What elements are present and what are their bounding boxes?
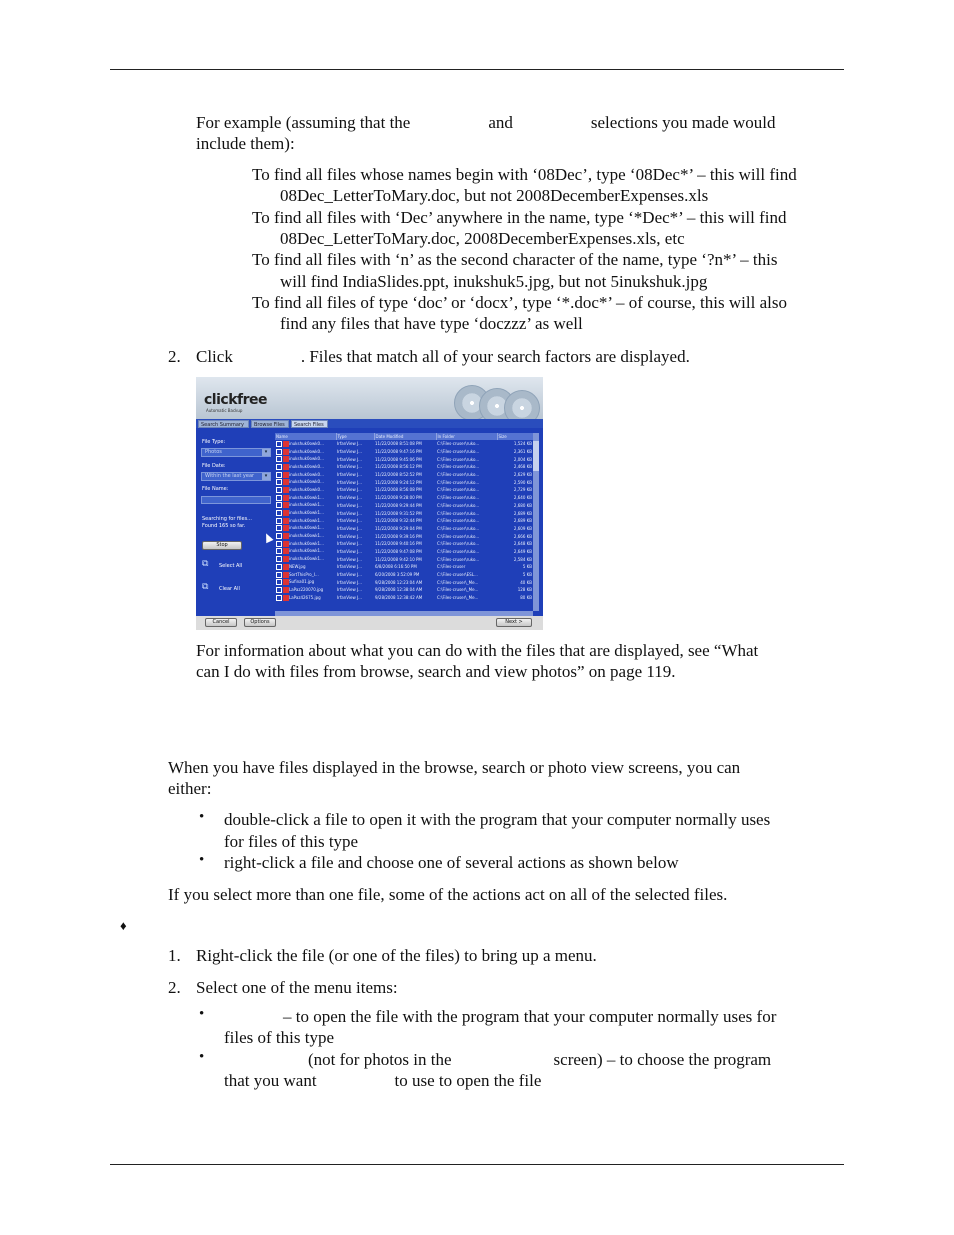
table-cell (275, 478, 336, 486)
step-2b-text: Select one of the menu items: (196, 978, 398, 997)
file-date-select[interactable] (201, 472, 271, 481)
menu-bullet-2-line-1 (308, 1049, 771, 1070)
checkbox-icon[interactable] (276, 487, 282, 493)
table-cell: 2,648 KB (513, 541, 532, 547)
table-cell: 6/8/2008 6:16:50 PM (375, 564, 417, 570)
bullet-dot: • (199, 1049, 205, 1065)
checkbox-icon[interactable] (276, 495, 282, 501)
table-cell: IrfanView J... (337, 449, 362, 455)
table-cell: 40 KB (520, 579, 532, 585)
chevron-down-icon: ▾ (262, 473, 270, 480)
bullet2-line-1: right-click a file and choose one of several actions as shown below (224, 853, 679, 872)
table-cell: C:\Files-cruser\ruko... (437, 441, 480, 447)
table-row[interactable] (275, 517, 533, 525)
table-row[interactable] (275, 548, 533, 556)
checkbox-icon[interactable] (276, 510, 282, 516)
table-cell: IrfanView J... (337, 541, 362, 547)
table-body (275, 440, 533, 601)
select-all-label[interactable]: Select All (219, 563, 243, 569)
checkbox-icon[interactable] (276, 556, 282, 562)
checkbox-icon[interactable] (276, 579, 282, 585)
table-cell: IrfanView J... (337, 495, 362, 501)
file-name: inukshuk0owk0... (289, 456, 324, 462)
table-cell: 5 KB (522, 564, 532, 570)
table-cell: 11/22/2008 9:40:16 PM (375, 541, 422, 547)
column-header[interactable]: Name (275, 433, 336, 440)
table-row[interactable] (275, 563, 533, 571)
table-cell: 2,584 KB (513, 556, 532, 562)
table-cell: IrfanView J... (337, 572, 362, 578)
table-cell: 2,649 KB (513, 548, 532, 554)
table-cell: 11/22/2008 9:32:44 PM (375, 518, 422, 524)
table-row[interactable] (275, 494, 533, 502)
status-line-1: Searching for files... (202, 516, 252, 522)
table-cell: 2,004 KB (513, 456, 532, 462)
table-cell: C:\Files-cruser\ruko... (437, 510, 480, 516)
para2: If you select more than one file, some of the actions act on all of the selected files. (168, 885, 728, 904)
table-row[interactable] (275, 525, 533, 533)
file-name-input[interactable] (201, 496, 271, 504)
column-header[interactable]: In Folder (436, 433, 497, 440)
checkbox-icon[interactable] (276, 472, 282, 478)
table-cell: IrfanView J... (337, 472, 362, 478)
table-row[interactable] (275, 502, 533, 510)
example-2-line-1: To find all files with ‘Dec’ anywhere in the name, type ‘*Dec*’ – this will find (252, 208, 787, 227)
column-header[interactable]: Date Modified (374, 433, 436, 440)
checkbox-icon[interactable] (276, 541, 282, 547)
app-footer (196, 616, 543, 630)
table-cell: C:\Files-cruser\ruko... (437, 472, 480, 478)
table-cell: 11/22/2008 9:42:10 PM (375, 556, 422, 562)
table-cell: IrfanView J... (337, 556, 362, 562)
table-cell: 9/28/2008 12:38:04 AM (375, 587, 423, 593)
para1-line-2: either: (168, 779, 212, 798)
table-cell: 11/22/2008 9:29:44 PM (375, 502, 422, 508)
header-rule (110, 69, 844, 70)
file-date-label: File Date: (202, 463, 226, 469)
table-cell: 9/28/2008 12:23:04 AM (375, 579, 423, 585)
table-row[interactable] (275, 532, 533, 540)
menu-bullet-2-l2a: that you want (224, 1071, 317, 1090)
table-cell (275, 525, 336, 533)
table-cell: 2,689 KB (513, 518, 532, 524)
example-1-line-1: To find all files whose names begin with ‘08Dec’, type ‘08Dec*’ – this will find (252, 165, 797, 184)
para1-line-1: When you have files displayed in the browse, search or photo view screens, you can (168, 758, 741, 777)
table-cell (275, 540, 336, 548)
file-name: LaPaz42675.jpg (289, 594, 321, 600)
clear-all-icon[interactable]: ⧉ (202, 582, 209, 592)
table-cell: 80 KB (520, 595, 532, 601)
file-name: inukshuk0owk1... (289, 533, 324, 539)
table-cell: 11/22/2008 9:29:04 PM (375, 525, 422, 531)
table-cell (275, 586, 336, 594)
table-row[interactable] (275, 448, 533, 456)
table-cell: C:\Files-cruser\ruko... (437, 495, 480, 501)
example-3-line-1: To find all files with ‘n’ as the second character of the name, type ‘?n*’ – this (252, 250, 778, 269)
step-1-number: 1. (168, 946, 181, 965)
bullet-dot: • (199, 852, 205, 868)
table-cell: C:\Files-cruser\ruko... (437, 502, 480, 508)
footer-rule (110, 1164, 844, 1165)
checkbox-icon[interactable] (276, 441, 282, 447)
app-header (196, 377, 543, 419)
table-cell: 9/28/2008 12:38:42 AM (375, 595, 423, 601)
table-row[interactable] (275, 478, 533, 486)
table-cell: C:\Files-cruser\ruko... (437, 525, 480, 531)
tab-search-files[interactable]: Search Files (291, 420, 328, 428)
table-cell (275, 440, 336, 448)
table-cell: C:\Files-cruser\ruko... (437, 479, 480, 485)
checkbox-icon[interactable] (276, 502, 282, 508)
menu-bullet-2-line-2 (224, 1070, 541, 1091)
table-cell: 2,689 KB (513, 510, 532, 516)
bullet1-line-1: double-click a file to open it with the program that your computer normally uses (224, 810, 771, 829)
tab-search-summary[interactable]: Search Summary (198, 420, 249, 428)
options-button[interactable]: Options (244, 618, 276, 627)
table-cell: IrfanView J... (337, 533, 362, 539)
file-name: inukshuk0owk1... (289, 556, 324, 562)
table-row[interactable] (275, 594, 533, 602)
table-cell (275, 571, 336, 579)
table-cell (275, 563, 336, 571)
checkbox-icon[interactable] (276, 456, 282, 462)
file-name: inukshuk0owk0... (289, 486, 324, 492)
step-2-number: 2. (168, 347, 181, 366)
example-3-line-2: will find IndiaSlides.ppt, inukshuk5.jpg, but not 5inukshuk.jpg (280, 272, 708, 291)
file-name: NEW.jpg (289, 563, 306, 569)
table-cell: 11/22/2008 9:45:06 PM (375, 456, 422, 462)
file-type-value: Photos (205, 449, 222, 455)
table-cell: 2,640 KB (513, 495, 532, 501)
table-cell: C:\Files-cruser\ruko... (437, 548, 480, 554)
checkbox-icon[interactable] (276, 449, 282, 455)
clickfree-search-screenshot (196, 377, 543, 630)
table-cell: C:\Files-cruser\ruko... (437, 518, 480, 524)
table-cell: 2,609 KB (513, 525, 532, 531)
table-cell: IrfanView J... (337, 518, 362, 524)
step-1-text: Right-click the file (or one of the files) to bring up a menu. (196, 946, 597, 965)
table-cell: 2,590 KB (513, 479, 532, 485)
checkbox-icon[interactable] (276, 479, 282, 485)
table-row[interactable] (275, 578, 533, 586)
column-header[interactable]: Size (497, 433, 533, 440)
table-cell (275, 502, 336, 510)
file-name: inukshuk0owk1... (289, 510, 324, 516)
chevron-down-icon: ▾ (262, 449, 270, 456)
table-cell: 2,629 KB (513, 472, 532, 478)
table-cell: C:\Files-cruser\ruko... (437, 464, 480, 470)
table-cell: 11/22/2008 8:51:08 PM (375, 441, 422, 447)
table-cell: IrfanView J... (337, 579, 362, 585)
tab-browse-files[interactable]: Browse Files (251, 420, 289, 428)
table-cell: 11/22/2008 8:56:08 PM (375, 487, 422, 493)
table-cell: 11/22/2008 8:52:52 PM (375, 472, 422, 478)
table-cell: 2,468 KB (513, 464, 532, 470)
table-cell (275, 463, 336, 471)
checkbox-icon[interactable] (276, 595, 282, 601)
step-2-click: Click (196, 347, 233, 366)
next-button[interactable]: Next > (496, 618, 532, 627)
table-row[interactable] (275, 540, 533, 548)
table-cell (275, 448, 336, 456)
info-line-2: can I do with files from browse, search and view photos” on page 119. (196, 662, 676, 681)
bullet-dot: • (199, 1006, 205, 1022)
menu-bullet-2-a: (not for photos in the (308, 1050, 452, 1069)
table-row[interactable] (275, 440, 533, 448)
clickfree-logo: clickfree (204, 392, 267, 408)
table-cell: 11/22/2008 9:31:52 PM (375, 510, 422, 516)
file-name: inukshuk0owk0... (289, 448, 324, 454)
stop-button[interactable]: Stop (202, 541, 242, 550)
file-name: inukshuk0owk0... (289, 479, 324, 485)
step-2-rest: . Files that match all of your search factors are displayed. (300, 347, 690, 366)
table-cell: C:\Files-cruser\ESL... (437, 572, 478, 578)
menu-bullet-2-l2b: to use to open the file (394, 1071, 542, 1090)
menu-bullet-1-line-1: – to open the file with the program that your computer normally uses for (283, 1007, 777, 1026)
info-line-1: For information about what you can do with the files that are displayed, see “What (196, 641, 759, 660)
table-cell (275, 455, 336, 463)
select-all-icon[interactable]: ⧉ (202, 559, 209, 569)
table-row[interactable] (275, 471, 533, 479)
table-cell: 2,666 KB (513, 533, 532, 539)
table-row[interactable] (275, 455, 533, 463)
table-cell (275, 578, 336, 586)
table-cell: IrfanView J... (337, 525, 362, 531)
table-cell (275, 594, 336, 602)
table-cell: C:\Files-cruser\ruko... (437, 556, 480, 562)
results-table (275, 433, 534, 601)
table-cell: IrfanView J... (337, 548, 362, 554)
file-type-label: File Type: (202, 439, 226, 445)
table-cell: 2,729 KB (513, 487, 532, 493)
checkbox-icon[interactable] (276, 533, 282, 539)
file-name: inukshuk0owk0... (289, 471, 324, 477)
tab-bar (196, 419, 543, 428)
table-cell: IrfanView J... (337, 456, 362, 462)
table-cell: 5 KB (522, 572, 532, 578)
checkbox-icon[interactable] (276, 518, 282, 524)
table-cell: IrfanView J... (337, 510, 362, 516)
table-cell: IrfanView J... (337, 564, 362, 570)
table-cell (275, 548, 336, 556)
table-cell: 1,524 KB (513, 441, 532, 447)
table-cell (275, 471, 336, 479)
scrollbar-thumb[interactable] (533, 441, 539, 471)
checkbox-icon[interactable] (276, 525, 282, 531)
intro-line-1 (196, 112, 776, 133)
file-name: inukshuk0owk1... (289, 548, 324, 554)
table-cell: IrfanView J... (337, 502, 362, 508)
example-1-line-2: 08Dec_LetterToMary.doc, but not 2008DecemberExpenses.xls (280, 186, 709, 205)
file-date-value: Within the last year (205, 473, 255, 479)
column-header[interactable]: Type (336, 433, 374, 440)
intro-text-a: For example (assuming that the (196, 113, 411, 132)
table-cell (275, 494, 336, 502)
file-name-label: File Name: (202, 486, 229, 492)
table-row[interactable] (275, 463, 533, 471)
table-cell: IrfanView J... (337, 587, 362, 593)
checkbox-icon[interactable] (276, 548, 282, 554)
file-name: inukshuk0owk1... (289, 494, 324, 500)
table-cell: C:\Files-cruser\ruko... (437, 487, 480, 493)
table-row[interactable] (275, 586, 533, 594)
diamond-bullet-icon: ♦ (120, 918, 127, 933)
table-row[interactable] (275, 571, 533, 579)
table-cell: IrfanView J... (337, 441, 362, 447)
intro-line-2: include them): (196, 134, 295, 153)
table-cell: C:\Files-cruser\_Me... (437, 587, 479, 593)
example-4-line-1: To find all files of type ‘doc’ or ‘docx’, type ‘*.doc*’ – of course, this will also (252, 293, 787, 312)
table-cell (275, 532, 336, 540)
example-4-line-2: find any files that have type ‘doczzz’ as well (280, 314, 583, 333)
table-cell: C:\Files-cruser\ruko... (437, 533, 480, 539)
checkbox-icon[interactable] (276, 564, 282, 570)
file-name: inukshuk0owk1... (289, 525, 324, 531)
table-cell: 11/22/2008 9:24:12 PM (375, 479, 422, 485)
file-name: inukshuk0owk0... (289, 440, 324, 446)
intro-text-c: selections you made would (590, 113, 776, 132)
menu-bullet-2-b: screen) – to choose the program (553, 1050, 772, 1069)
menu-bullet-1-line-2: files of this type (224, 1028, 335, 1047)
file-name: LaPaz220070.jpg (289, 586, 324, 592)
table-cell: 2,680 KB (513, 502, 532, 508)
table-cell: IrfanView J... (337, 479, 362, 485)
table-row[interactable] (275, 509, 533, 517)
table-cell (275, 517, 336, 525)
table-cell: C:\Files-cruser (437, 564, 466, 570)
checkbox-icon[interactable] (276, 587, 282, 593)
table-row[interactable] (275, 555, 533, 563)
file-name: inukshuk0owk1... (289, 540, 324, 546)
file-name: inukshuk0owk1... (289, 502, 324, 508)
bullet1-line-2: for files of this type (224, 832, 359, 851)
table-cell: 11/22/2008 9:47:16 PM (375, 449, 422, 455)
table-cell (275, 509, 336, 517)
table-cell: C:\Files-cruser\ruko... (437, 541, 480, 547)
table-cell: 11/22/2008 8:56:12 PM (375, 464, 422, 470)
table-cell: 11/22/2008 9:39:16 PM (375, 533, 422, 539)
table-cell: 11/22/2008 9:28:00 PM (375, 495, 422, 501)
file-name: Sufina01.jpg (289, 579, 315, 585)
file-name: inukshuk0owk1... (289, 517, 324, 523)
table-cell (275, 486, 336, 494)
mouse-cursor-icon (262, 532, 273, 544)
cancel-button[interactable]: Cancel (205, 618, 237, 627)
table-cell: 128 KB (517, 587, 532, 593)
step-2b-number: 2. (168, 978, 181, 997)
file-name: SortThisPro_I... (289, 571, 319, 577)
table-cell: C:\Files-cruser\_Me... (437, 579, 479, 585)
table-cell: C:\Files-cruser\ruko... (437, 456, 480, 462)
table-cell: 6/20/2008 3:52:09 PM (375, 572, 420, 578)
status-line-2: Found 165 so far. (202, 523, 246, 529)
vertical-scrollbar[interactable] (533, 433, 539, 611)
table-cell: C:\Files-cruser\_Me... (437, 595, 479, 601)
table-cell: C:\Files-cruser\ruko... (437, 449, 480, 455)
table-cell: 11/22/2008 9:47:08 PM (375, 548, 422, 554)
clear-all-label[interactable]: Clear All (219, 586, 240, 592)
table-cell: 2,361 KB (513, 449, 532, 455)
table-cell: IrfanView J... (337, 595, 362, 601)
table-cell: IrfanView J... (337, 487, 362, 493)
intro-text-b: and (488, 113, 513, 132)
checkbox-icon[interactable] (276, 572, 282, 578)
file-type-select[interactable] (201, 448, 271, 457)
checkbox-icon[interactable] (276, 464, 282, 470)
table-row[interactable] (275, 486, 533, 494)
logo-tagline: Automatic Backup (206, 408, 243, 413)
step-2-text (196, 346, 690, 367)
bullet-dot: • (199, 809, 205, 825)
file-name: inukshuk0owk0... (289, 463, 324, 469)
example-2-line-2: 08Dec_LetterToMary.doc, 2008DecemberExpenses.xls, etc (280, 229, 685, 248)
table-header-row (275, 433, 533, 440)
table-cell (275, 555, 336, 563)
table-cell: IrfanView J... (337, 464, 362, 470)
